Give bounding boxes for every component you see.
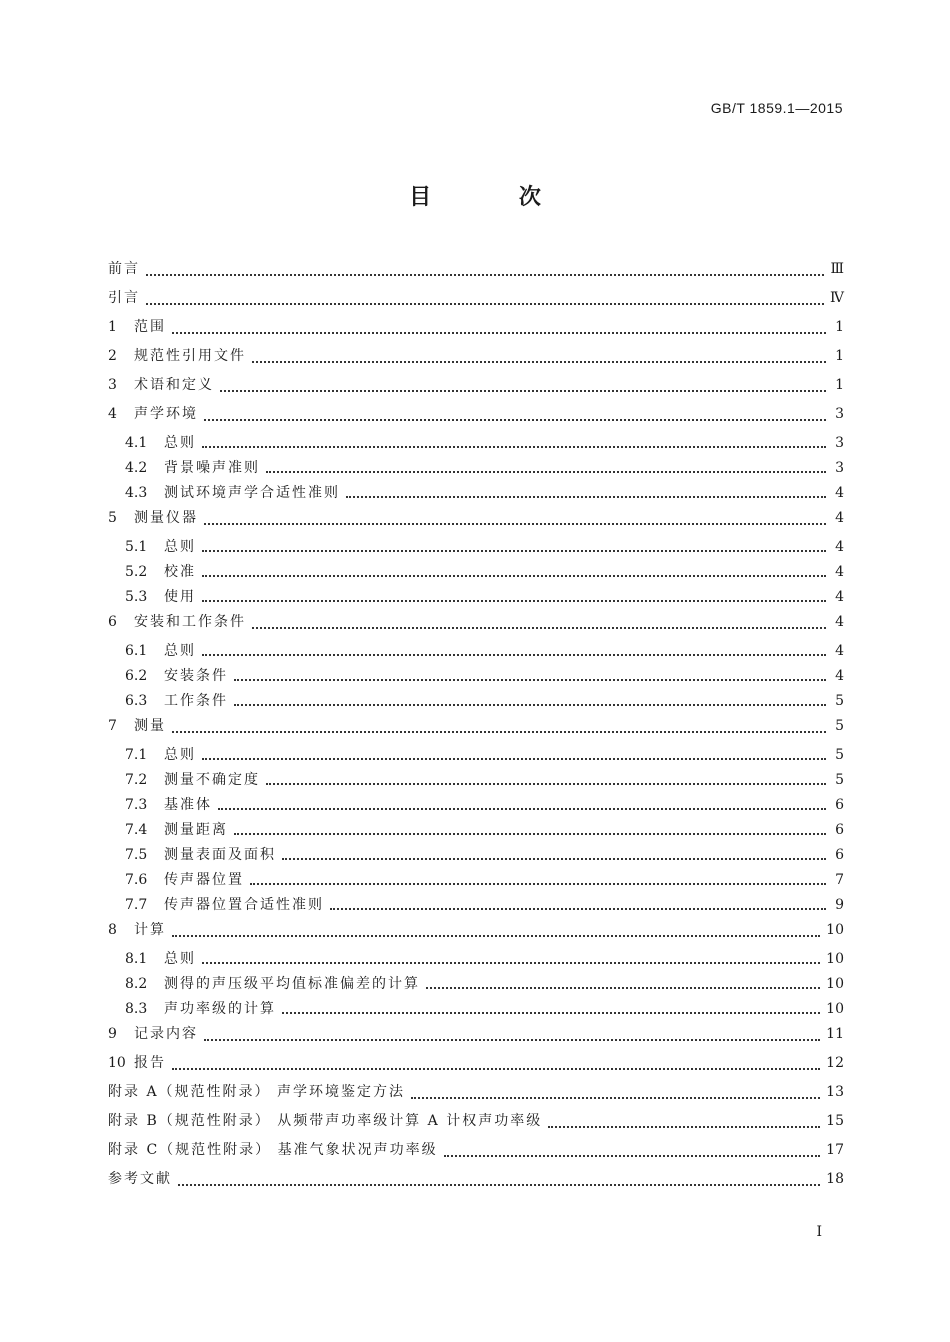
toc-entry-title: 测试环境声学合适性准则 <box>164 485 340 501</box>
toc-leader-dots <box>548 1126 820 1128</box>
toc-entry-title: 声功率级的计算 <box>164 1001 276 1017</box>
toc-entry[interactable] <box>108 690 844 715</box>
toc-entry-page: 10 <box>826 1001 844 1017</box>
toc-entry-number: 5.1 <box>125 539 148 555</box>
toc-entry-page: 4 <box>835 643 844 659</box>
toc-entry[interactable] <box>108 769 844 794</box>
toc-entry[interactable] <box>108 844 844 869</box>
toc-entry-title: 工作条件 <box>164 693 228 709</box>
toc-entry-page: 1 <box>835 319 844 335</box>
toc-leader-dots <box>178 1184 820 1186</box>
toc-leader-dots <box>266 471 826 473</box>
toc-entry-number: 7.2 <box>125 772 148 788</box>
toc-entry-page: 17 <box>826 1142 844 1158</box>
toc-leader-dots <box>202 654 826 656</box>
toc-entry-number: 8 <box>108 922 117 938</box>
toc-entry[interactable] <box>108 536 844 561</box>
toc-leader-dots <box>234 833 826 835</box>
toc-entry-title: 总则 <box>164 539 196 555</box>
toc-leader-dots <box>202 446 826 448</box>
toc-entry[interactable] <box>108 819 844 844</box>
toc-leader-dots <box>172 731 826 733</box>
toc-entry-number: 5 <box>108 510 117 526</box>
toc-entry-title: 报告 <box>134 1055 166 1071</box>
toc-entry-number: 6 <box>108 614 117 630</box>
toc-entry-page: 10 <box>826 976 844 992</box>
toc-entry-page: 9 <box>835 897 844 913</box>
toc-entry-number: 7.1 <box>125 747 148 763</box>
toc-entry[interactable] <box>108 432 844 457</box>
toc-entry-page: 4 <box>835 668 844 684</box>
toc-entry-title: 测量距离 <box>164 822 228 838</box>
toc-entry-title: 安装条件 <box>164 668 228 684</box>
toc-entry[interactable] <box>108 665 844 690</box>
toc-entry[interactable] <box>108 1023 844 1052</box>
toc-entry-number: 7 <box>108 718 117 734</box>
toc-entry-title: 术语和定义 <box>134 377 214 393</box>
toc-leader-dots <box>220 390 826 392</box>
toc-list <box>108 258 844 1197</box>
toc-entry[interactable] <box>108 715 844 744</box>
toc-entry-title: 安装和工作条件 <box>134 614 246 630</box>
toc-leader-dots <box>330 908 826 910</box>
toc-entry-title: 测量仪器 <box>134 510 198 526</box>
toc-entry[interactable] <box>108 1052 844 1081</box>
toc-entry-title: 记录内容 <box>134 1026 198 1042</box>
toc-entry-page: 5 <box>835 772 844 788</box>
toc-entry-number: 7.5 <box>125 847 148 863</box>
toc-entry-page: 4 <box>835 485 844 501</box>
toc-entry-page: 1 <box>835 377 844 393</box>
toc-entry[interactable] <box>108 869 844 894</box>
toc-entry-page: 4 <box>835 589 844 605</box>
toc-leader-dots <box>204 419 826 421</box>
toc-entry-number: 2 <box>108 348 117 364</box>
toc-entry-number: 1 <box>108 319 117 335</box>
toc-entry-page: 15 <box>826 1113 844 1129</box>
toc-entry-page: 10 <box>826 922 844 938</box>
toc-entry-title: 使用 <box>164 589 196 605</box>
toc-entry-title: 前言 <box>108 261 140 277</box>
toc-entry-page: 5 <box>835 718 844 734</box>
toc-leader-dots <box>172 1068 820 1070</box>
toc-leader-dots <box>202 575 826 577</box>
toc-entry-number: 6.1 <box>125 643 148 659</box>
toc-leader-dots <box>346 496 826 498</box>
toc-entry[interactable] <box>108 794 844 819</box>
toc-entry-number: 3 <box>108 377 117 393</box>
toc-entry-title: 引言 <box>108 290 140 306</box>
toc-entry-number: 8.3 <box>125 1001 148 1017</box>
document-code: GB/T 1859.1—2015 <box>710 100 843 116</box>
toc-leader-dots <box>146 274 824 276</box>
toc-entry-title: 声学环境 <box>134 406 198 422</box>
toc-entry-page: 12 <box>826 1055 844 1071</box>
toc-entry[interactable] <box>108 894 844 919</box>
toc-entry-number: 4 <box>108 406 117 422</box>
toc-entry-page: 5 <box>835 693 844 709</box>
toc-entry[interactable] <box>108 1081 844 1110</box>
toc-entry-page: 4 <box>835 539 844 555</box>
toc-entry[interactable] <box>108 611 844 640</box>
toc-entry-number: 9 <box>108 1026 117 1042</box>
toc-entry[interactable] <box>108 1110 844 1139</box>
toc-title: 目 次 <box>409 185 581 210</box>
toc-entry[interactable] <box>108 403 844 432</box>
toc-entry-page: 6 <box>835 797 844 813</box>
toc-leader-dots <box>172 332 826 334</box>
toc-entry-title: 测得的声压级平均值标准偏差的计算 <box>164 976 420 992</box>
toc-entry[interactable] <box>108 948 844 973</box>
toc-entry-title: 基准体 <box>164 797 212 813</box>
toc-entry-number: 7.3 <box>125 797 148 813</box>
toc-entry-page: 6 <box>835 822 844 838</box>
toc-leader-dots <box>250 883 826 885</box>
toc-entry-title: 参考文献 <box>108 1171 172 1187</box>
toc-entry[interactable] <box>108 973 844 998</box>
toc-entry[interactable] <box>108 998 844 1023</box>
toc-entry-page: 5 <box>835 747 844 763</box>
toc-entry-page: 4 <box>835 614 844 630</box>
toc-entry[interactable] <box>108 345 844 374</box>
toc-entry[interactable] <box>108 374 844 403</box>
toc-entry-page: 6 <box>835 847 844 863</box>
toc-entry-number: 5.3 <box>125 589 148 605</box>
toc-leader-dots <box>234 704 826 706</box>
toc-entry-title: 传声器位置合适性准则 <box>164 897 324 913</box>
toc-entry-title: 背景噪声准则 <box>164 460 260 476</box>
toc-entry-number: 10 <box>108 1055 126 1071</box>
toc-entry-number: 7.6 <box>125 872 148 888</box>
toc-entry-number: 4.3 <box>125 485 148 501</box>
toc-entry-title: 校准 <box>164 564 196 580</box>
toc-entry-title: 附录 C（规范性附录） 基准气象状况声功率级 <box>108 1142 438 1158</box>
toc-entry[interactable] <box>108 919 844 948</box>
toc-entry-number: 8.2 <box>125 976 148 992</box>
toc-entry-number: 4.2 <box>125 460 148 476</box>
toc-leader-dots <box>282 1012 820 1014</box>
toc-entry-number: 7.4 <box>125 822 148 838</box>
toc-leader-dots <box>252 627 826 629</box>
toc-entry-page: 3 <box>835 435 844 451</box>
toc-entry[interactable] <box>108 316 844 345</box>
toc-leader-dots <box>202 550 826 552</box>
toc-leader-dots <box>172 935 820 937</box>
toc-entry-title: 总则 <box>164 951 196 967</box>
toc-entry[interactable] <box>108 1139 844 1168</box>
toc-entry-title: 总则 <box>164 643 196 659</box>
toc-entry[interactable] <box>108 258 844 287</box>
toc-entry-title: 规范性引用文件 <box>134 348 246 364</box>
toc-entry[interactable] <box>108 1168 844 1197</box>
toc-entry-number: 4.1 <box>125 435 148 451</box>
toc-entry-page: 18 <box>826 1171 844 1187</box>
toc-entry-title: 附录 B（规范性附录） 从频带声功率级计算 A 计权声功率级 <box>108 1113 543 1129</box>
toc-leader-dots <box>282 858 826 860</box>
toc-entry-page: 4 <box>835 510 844 526</box>
page-number: I <box>816 1224 822 1240</box>
toc-entry-page: 10 <box>826 951 844 967</box>
toc-leader-dots <box>444 1155 821 1157</box>
toc-leader-dots <box>234 679 826 681</box>
toc-entry[interactable] <box>108 482 844 507</box>
toc-leader-dots <box>252 361 826 363</box>
toc-leader-dots <box>266 783 826 785</box>
toc-entry-page: 1 <box>835 348 844 364</box>
toc-entry-page: Ⅲ <box>830 261 844 277</box>
toc-entry[interactable] <box>108 744 844 769</box>
toc-entry-page: 3 <box>835 406 844 422</box>
toc-leader-dots <box>218 808 826 810</box>
toc-entry[interactable] <box>108 287 844 316</box>
toc-entry-title: 测量表面及面积 <box>164 847 276 863</box>
toc-entry-page: 3 <box>835 460 844 476</box>
toc-entry-number: 5.2 <box>125 564 148 580</box>
toc-entry[interactable] <box>108 640 844 665</box>
toc-leader-dots <box>202 600 826 602</box>
toc-entry[interactable] <box>108 507 844 536</box>
toc-entry-page: 4 <box>835 564 844 580</box>
toc-leader-dots <box>411 1097 820 1099</box>
toc-entry-title: 计算 <box>134 922 166 938</box>
toc-leader-dots <box>146 303 824 305</box>
toc-entry-number: 6.2 <box>125 668 148 684</box>
toc-entry-page: 11 <box>826 1026 844 1042</box>
toc-entry-title: 总则 <box>164 435 196 451</box>
toc-entry[interactable] <box>108 561 844 586</box>
toc-leader-dots <box>426 987 820 989</box>
toc-entry[interactable] <box>108 586 844 611</box>
toc-leader-dots <box>204 523 826 525</box>
toc-entry-number: 7.7 <box>125 897 148 913</box>
toc-leader-dots <box>202 962 820 964</box>
toc-leader-dots <box>202 758 826 760</box>
toc-leader-dots <box>204 1039 820 1041</box>
toc-entry-title: 测量不确定度 <box>164 772 260 788</box>
toc-entry-title: 附录 A（规范性附录） 声学环境鉴定方法 <box>108 1084 406 1100</box>
toc-entry-page: Ⅳ <box>830 290 844 306</box>
toc-entry[interactable] <box>108 457 844 482</box>
toc-entry-number: 6.3 <box>125 693 148 709</box>
toc-entry-page: 7 <box>835 872 844 888</box>
toc-entry-title: 传声器位置 <box>164 872 244 888</box>
toc-entry-number: 8.1 <box>125 951 148 967</box>
toc-entry-title: 范围 <box>134 319 166 335</box>
toc-entry-title: 总则 <box>164 747 196 763</box>
toc-entry-title: 测量 <box>134 718 166 734</box>
toc-entry-page: 13 <box>826 1084 844 1100</box>
